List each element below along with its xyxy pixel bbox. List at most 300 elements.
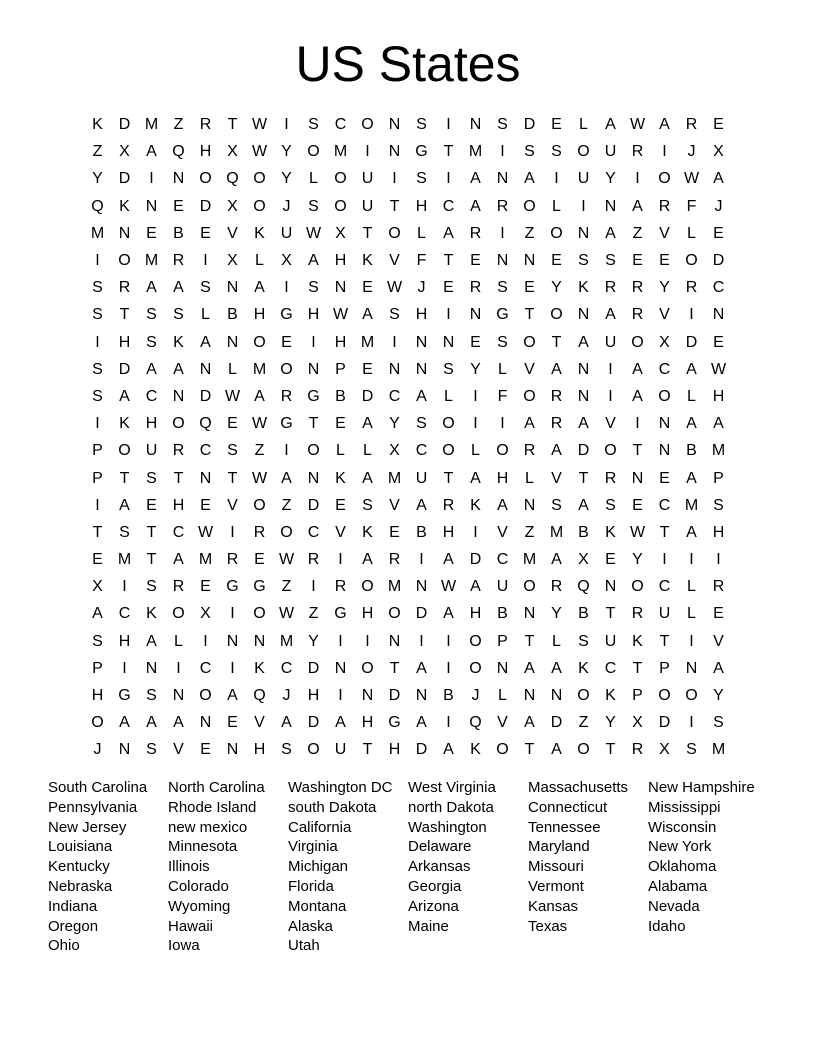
grid-letter: X xyxy=(659,741,670,759)
grid-letter: T xyxy=(173,469,184,487)
grid-letter: Q xyxy=(199,415,212,433)
grid-letter: W xyxy=(251,143,268,161)
grid-letter: Y xyxy=(308,632,319,650)
grid-letter: X xyxy=(632,714,643,732)
grid-letter: A xyxy=(578,415,589,433)
grid-letter: H xyxy=(415,197,428,215)
grid-letter: G xyxy=(280,306,293,324)
grid-letter: M xyxy=(144,116,159,134)
grid-letter: X xyxy=(659,333,670,351)
grid-letter: I xyxy=(365,143,370,161)
grid-letter: D xyxy=(550,714,563,732)
grid-letter: P xyxy=(92,659,103,677)
grid-letter: Y xyxy=(551,605,562,623)
grid-letter: E xyxy=(713,224,724,242)
grid-letter: Z xyxy=(578,714,589,732)
grid-letter: U xyxy=(361,170,374,188)
grid-letter: S xyxy=(146,333,157,351)
grid-row xyxy=(84,383,732,410)
grid-letter: U xyxy=(415,469,428,487)
word-list-item: Texas xyxy=(528,917,568,935)
grid-letter: N xyxy=(361,687,374,705)
grid-letter: S xyxy=(713,714,724,732)
grid-letter: H xyxy=(91,687,104,705)
grid-letter: C xyxy=(712,279,725,297)
grid-letter: G xyxy=(226,578,239,596)
grid-letter: R xyxy=(631,143,644,161)
word-list-item: Rhode Island xyxy=(168,798,257,816)
word-list-item: Virginia xyxy=(288,838,338,856)
word-list-item: Hawaii xyxy=(168,917,214,935)
grid-letter: L xyxy=(201,306,210,324)
grid-letter: E xyxy=(281,333,292,351)
grid-letter: E xyxy=(470,252,481,270)
word-list-item: south Dakota xyxy=(288,798,377,816)
grid-letter: A xyxy=(605,306,616,324)
grid-letter: R xyxy=(388,551,401,569)
grid-letter: N xyxy=(577,224,590,242)
grid-letter: F xyxy=(686,197,697,215)
grid-letter: I xyxy=(419,551,424,569)
grid-letter: M xyxy=(90,224,105,242)
grid-letter: I xyxy=(500,224,505,242)
grid-letter: I xyxy=(446,659,451,677)
grid-letter: I xyxy=(635,415,640,433)
grid-letter: R xyxy=(253,523,266,541)
grid-letter: I xyxy=(419,632,424,650)
grid-letter: A xyxy=(551,360,562,378)
word-list-item: Delaware xyxy=(408,838,472,856)
grid-letter: T xyxy=(146,523,157,541)
grid-letter: E xyxy=(659,252,670,270)
grid-letter: A xyxy=(578,496,589,514)
grid-letter: C xyxy=(307,523,320,541)
grid-letter: J xyxy=(93,741,102,759)
word-list-item: North Carolina xyxy=(168,779,265,796)
grid-letter: M xyxy=(711,442,726,460)
grid-letter: H xyxy=(199,143,212,161)
grid-letter: G xyxy=(415,143,428,161)
grid-letter: H xyxy=(334,333,347,351)
grid-letter: Y xyxy=(281,170,292,188)
grid-letter: T xyxy=(119,469,130,487)
grid-letter: E xyxy=(713,333,724,351)
grid-letter: W xyxy=(332,306,349,324)
grid-letter: A xyxy=(713,659,724,677)
grid-row xyxy=(84,301,732,328)
grid-letter: H xyxy=(388,741,401,759)
grid-letter: I xyxy=(365,632,370,650)
grid-letter: A xyxy=(524,415,535,433)
grid-letter: K xyxy=(605,687,616,705)
grid-letter: A xyxy=(254,387,265,405)
grid-letter: I xyxy=(446,714,451,732)
grid-letter: I xyxy=(446,170,451,188)
grid-letter: I xyxy=(635,170,640,188)
grid-letter: O xyxy=(172,415,185,433)
grid-letter: R xyxy=(631,306,644,324)
grid-letter: O xyxy=(199,170,212,188)
grid-letter: M xyxy=(549,523,564,541)
grid-letter: O xyxy=(334,170,347,188)
grid-letter: T xyxy=(443,252,454,270)
grid-letter: P xyxy=(497,632,508,650)
grid-letter: N xyxy=(253,632,266,650)
grid-letter: N xyxy=(523,252,536,270)
grid-letter: J xyxy=(282,197,291,215)
grid-letter: D xyxy=(577,442,590,460)
grid-letter: S xyxy=(497,116,508,134)
grid-letter: T xyxy=(362,224,373,242)
grid-letter: O xyxy=(199,687,212,705)
grid-letter: D xyxy=(199,197,212,215)
grid-letter: S xyxy=(416,170,427,188)
grid-letter: A xyxy=(362,306,373,324)
grid-letter: S xyxy=(713,496,724,514)
grid-letter: V xyxy=(389,252,400,270)
grid-letter: V xyxy=(659,224,670,242)
grid-letter: S xyxy=(551,496,562,514)
grid-letter: N xyxy=(415,578,428,596)
grid-letter: G xyxy=(388,714,401,732)
grid-letter: R xyxy=(604,279,617,297)
word-list-item: Kansas xyxy=(528,897,579,915)
grid-letter: T xyxy=(146,551,157,569)
grid-letter: V xyxy=(227,224,238,242)
grid-letter: E xyxy=(443,279,454,297)
grid-letter: A xyxy=(119,387,130,405)
word-column xyxy=(48,778,168,956)
grid-letter: N xyxy=(145,197,158,215)
grid-letter: I xyxy=(122,659,127,677)
grid-letter: X xyxy=(281,252,292,270)
grid-letter: O xyxy=(523,578,536,596)
grid-letter: E xyxy=(362,279,373,297)
grid-letter: I xyxy=(122,578,127,596)
word-list-item: Wisconsin xyxy=(648,818,717,836)
grid-letter: O xyxy=(658,687,671,705)
grid-letter: H xyxy=(712,387,725,405)
word-list-item: West Virginia xyxy=(408,779,496,796)
grid-letter: N xyxy=(226,632,239,650)
grid-letter: D xyxy=(307,714,320,732)
grid-letter: D xyxy=(307,496,320,514)
word-list-item: Minnesota xyxy=(168,838,238,856)
grid-letter: E xyxy=(713,605,724,623)
grid-letter: E xyxy=(200,578,211,596)
grid-letter: D xyxy=(199,387,212,405)
grid-letter: Y xyxy=(659,279,670,297)
grid-letter: I xyxy=(581,197,586,215)
grid-letter: O xyxy=(253,496,266,514)
word-list-item: Florida xyxy=(288,877,334,895)
word-list-item: Kentucky xyxy=(48,858,110,876)
grid-letter: S xyxy=(92,360,103,378)
grid-letter: T xyxy=(308,415,319,433)
grid-letter: I xyxy=(284,116,289,134)
grid-letter: B xyxy=(416,523,427,541)
grid-letter: T xyxy=(362,741,373,759)
grid-letter: W xyxy=(251,116,268,134)
grid-letter: A xyxy=(470,170,481,188)
word-list-item: California xyxy=(288,818,352,836)
grid-letter: L xyxy=(525,469,534,487)
grid-letter: Y xyxy=(92,170,103,188)
grid-letter: B xyxy=(497,605,508,623)
grid-letter: S xyxy=(119,523,130,541)
grid-letter: H xyxy=(469,605,482,623)
grid-row xyxy=(84,655,732,682)
grid-letter: T xyxy=(605,741,616,759)
grid-letter: D xyxy=(469,551,482,569)
grid-letter: I xyxy=(473,415,478,433)
grid-letter: M xyxy=(144,252,159,270)
grid-letter: I xyxy=(689,632,694,650)
grid-letter: V xyxy=(335,523,346,541)
grid-letter: E xyxy=(200,224,211,242)
grid-letter: I xyxy=(95,333,100,351)
grid-letter: S xyxy=(686,741,697,759)
grid-letter: I xyxy=(689,306,694,324)
grid-letter: R xyxy=(199,116,212,134)
grid-letter: Q xyxy=(577,578,590,596)
grid-letter: D xyxy=(523,116,536,134)
grid-letter: R xyxy=(334,578,347,596)
word-list-item: Washington xyxy=(408,818,487,836)
grid-letter: O xyxy=(253,333,266,351)
grid-letter: A xyxy=(632,387,643,405)
grid-letter: W xyxy=(386,279,403,297)
grid-letter: I xyxy=(392,333,397,351)
grid-letter: L xyxy=(444,387,453,405)
grid-letter: N xyxy=(550,687,563,705)
grid-letter: S xyxy=(146,687,157,705)
grid-letter: L xyxy=(363,442,372,460)
grid-letter: W xyxy=(251,415,268,433)
grid-letter: L xyxy=(687,605,696,623)
grid-letter: T xyxy=(632,659,643,677)
grid-letter: B xyxy=(578,605,589,623)
grid-letter: O xyxy=(361,116,374,134)
grid-letter: I xyxy=(230,659,235,677)
grid-letter: E xyxy=(605,551,616,569)
grid-letter: N xyxy=(577,306,590,324)
grid-letter: K xyxy=(92,116,103,134)
grid-letter: L xyxy=(255,252,264,270)
grid-letter: R xyxy=(550,387,563,405)
grid-letter: I xyxy=(554,170,559,188)
grid-letter: D xyxy=(118,170,131,188)
grid-letter: J xyxy=(687,143,696,161)
grid-letter: N xyxy=(226,279,239,297)
grid-letter: N xyxy=(415,687,428,705)
grid-letter: O xyxy=(577,741,590,759)
word-list-item: Iowa xyxy=(168,937,200,955)
grid-letter: I xyxy=(284,279,289,297)
grid-letter: R xyxy=(685,279,698,297)
grid-letter: J xyxy=(282,687,291,705)
grid-letter: S xyxy=(578,252,589,270)
word-list-item: Maine xyxy=(408,917,449,935)
grid-letter: T xyxy=(578,469,589,487)
grid-letter: N xyxy=(226,741,239,759)
grid-letter: U xyxy=(361,197,374,215)
grid-letter: A xyxy=(497,496,508,514)
grid-row xyxy=(84,329,732,356)
grid-letter: I xyxy=(230,523,235,541)
grid-letter: A xyxy=(551,442,562,460)
grid-letter: L xyxy=(174,632,183,650)
page-title: US States xyxy=(295,36,521,92)
word-column xyxy=(528,778,648,956)
grid-letter: A xyxy=(146,632,157,650)
grid-letter: V xyxy=(605,415,616,433)
grid-row xyxy=(84,138,732,165)
grid-letter: S xyxy=(578,632,589,650)
grid-letter: O xyxy=(334,197,347,215)
grid-letter: W xyxy=(683,170,700,188)
grid-letter: A xyxy=(470,197,481,215)
grid-letter: E xyxy=(632,252,643,270)
grid-letter: Q xyxy=(172,143,185,161)
grid-letter: I xyxy=(500,143,505,161)
grid-letter: V xyxy=(551,469,562,487)
grid-letter: Y xyxy=(281,143,292,161)
grid-row xyxy=(84,437,732,464)
word-list-item: Georgia xyxy=(408,877,462,895)
grid-letter: N xyxy=(388,632,401,650)
grid-letter: T xyxy=(524,306,535,324)
grid-letter: H xyxy=(253,306,266,324)
grid-letter: O xyxy=(577,687,590,705)
grid-row xyxy=(84,709,732,736)
word-list-item: Oklahoma xyxy=(648,858,717,876)
grid-letter: N xyxy=(334,279,347,297)
grid-letter: M xyxy=(333,143,348,161)
grid-letter: U xyxy=(604,143,617,161)
grid-letter: R xyxy=(226,551,239,569)
grid-letter: K xyxy=(119,415,130,433)
grid-letter: A xyxy=(362,469,373,487)
grid-letter: N xyxy=(388,143,401,161)
grid-letter: T xyxy=(524,741,535,759)
grid-letter: S xyxy=(416,116,427,134)
grid-letter: O xyxy=(685,687,698,705)
grid-letter: N xyxy=(388,360,401,378)
grid-letter: N xyxy=(658,442,671,460)
grid-letter: R xyxy=(631,741,644,759)
grid-letter: T xyxy=(119,306,130,324)
grid-letter: D xyxy=(415,741,428,759)
grid-letter: M xyxy=(684,496,699,514)
grid-letter: T xyxy=(92,523,103,541)
grid-letter: D xyxy=(118,116,131,134)
grid-letter: E xyxy=(335,496,346,514)
grid-letter: Z xyxy=(524,224,535,242)
grid-letter: N xyxy=(172,170,185,188)
grid-letter: O xyxy=(442,415,455,433)
grid-letter: I xyxy=(608,360,613,378)
grid-letter: A xyxy=(713,415,724,433)
grid-letter: L xyxy=(309,170,318,188)
grid-letter: T xyxy=(389,659,400,677)
grid-letter: A xyxy=(92,605,103,623)
word-list-item: Ohio xyxy=(48,937,80,955)
grid-letter: I xyxy=(608,387,613,405)
word-list-item: Missouri xyxy=(528,858,584,876)
grid-letter: R xyxy=(550,578,563,596)
grid-letter: G xyxy=(118,687,131,705)
grid-letter: A xyxy=(659,116,670,134)
grid-letter: H xyxy=(118,632,131,650)
grid-letter: W xyxy=(278,605,295,623)
grid-letter: S xyxy=(308,197,319,215)
word-column xyxy=(648,778,768,956)
grid-letter: W xyxy=(710,360,727,378)
grid-letter: I xyxy=(446,116,451,134)
grid-letter: A xyxy=(578,333,589,351)
grid-letter: A xyxy=(713,170,724,188)
grid-row xyxy=(84,111,732,138)
grid-letter: W xyxy=(629,523,646,541)
grid-letter: R xyxy=(631,279,644,297)
grid-letter: X xyxy=(389,442,400,460)
grid-letter: X xyxy=(92,578,103,596)
grid-letter: O xyxy=(685,252,698,270)
grid-letter: N xyxy=(172,687,185,705)
grid-letter: A xyxy=(416,714,427,732)
grid-letter: I xyxy=(446,632,451,650)
grid-letter: N xyxy=(631,469,644,487)
grid-letter: N xyxy=(226,333,239,351)
grid-row xyxy=(84,247,732,274)
grid-letter: F xyxy=(416,252,427,270)
grid-letter: W xyxy=(440,578,457,596)
grid-letter: X xyxy=(227,197,238,215)
grid-letter: E xyxy=(551,116,562,134)
grid-letter: A xyxy=(146,360,157,378)
grid-letter: E xyxy=(92,551,103,569)
grid-letter: V xyxy=(524,360,535,378)
word-list-item: north Dakota xyxy=(408,798,494,816)
grid-letter: S xyxy=(497,279,508,297)
grid-letter: E xyxy=(227,714,238,732)
grid-letter: K xyxy=(173,333,184,351)
grid-letter: W xyxy=(629,116,646,134)
grid-letter: W xyxy=(251,469,268,487)
grid-letter: S xyxy=(362,496,373,514)
grid-letter: I xyxy=(176,659,181,677)
grid-letter: Q xyxy=(469,714,482,732)
grid-letter: N xyxy=(442,333,455,351)
word-list-item: Utah xyxy=(288,937,320,955)
grid-letter: N xyxy=(496,659,509,677)
grid-letter: U xyxy=(577,170,590,188)
word-list-item: new mexico xyxy=(168,818,248,836)
grid-letter: I xyxy=(95,252,100,270)
word-list-item: Massachusetts xyxy=(528,779,629,796)
grid-letter: K xyxy=(146,605,157,623)
grid-letter: O xyxy=(523,387,536,405)
grid-letter: I xyxy=(473,523,478,541)
grid-letter: R xyxy=(712,578,725,596)
grid-letter: M xyxy=(117,551,132,569)
grid-letter: N xyxy=(199,714,212,732)
grid-letter: K xyxy=(578,659,589,677)
grid-letter: C xyxy=(172,523,185,541)
word-list-item: Connecticut xyxy=(528,798,608,816)
grid-letter: S xyxy=(146,741,157,759)
